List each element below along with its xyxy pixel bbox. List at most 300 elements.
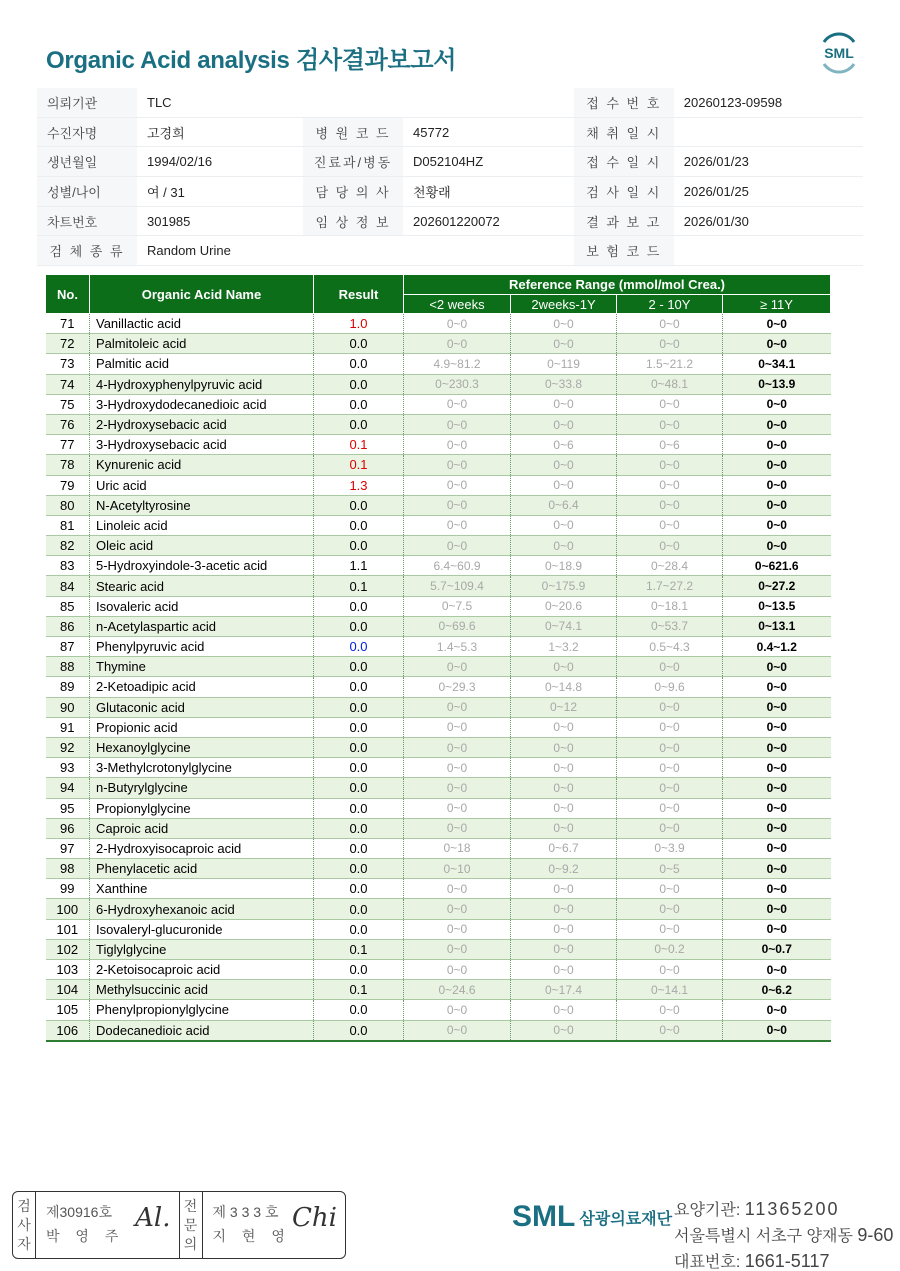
ref-11y-plus: 0~0	[723, 435, 831, 455]
ref-under-2w: 0~0	[404, 455, 511, 475]
ref-2w-1y: 0~0	[511, 536, 617, 556]
row-no: 97	[46, 838, 90, 858]
result-value: 0.0	[314, 596, 404, 616]
ref-under-2w: 0~0	[404, 939, 511, 959]
table-row	[46, 939, 831, 959]
acid-name: 2-Hydroxyisocaproic acid	[90, 838, 314, 858]
ref-2w-1y: 0~0	[511, 960, 617, 980]
row-no: 91	[46, 717, 90, 737]
row-no: 90	[46, 697, 90, 717]
table-row	[46, 374, 831, 394]
acid-name: 2-Hydroxysebacic acid	[90, 414, 314, 434]
ref-2-10y: 0~0	[617, 1020, 723, 1041]
result-value: 0.0	[314, 677, 404, 697]
result-value: 0.0	[314, 536, 404, 556]
result-value: 0.0	[314, 879, 404, 899]
inspector-cell	[36, 1192, 180, 1258]
ref-2w-1y: 0~0	[511, 314, 617, 334]
acid-name: Vanillactic acid	[90, 314, 314, 334]
row-no: 94	[46, 778, 90, 798]
row-no: 101	[46, 919, 90, 939]
acid-name: 3-Methylcrotonylglycine	[90, 758, 314, 778]
ref-2w-1y: 0~0	[511, 1020, 617, 1041]
ref-2-10y: 0~0	[617, 899, 723, 919]
result-value: 0.1	[314, 939, 404, 959]
result-value: 0.1	[314, 455, 404, 475]
table-row	[46, 536, 831, 556]
ref-under-2w: 4.9~81.2	[404, 354, 511, 374]
ref-11y-plus: 0.4~1.2	[723, 637, 831, 657]
acid-name: Isovaleric acid	[90, 596, 314, 616]
ref-under-2w: 0~0	[404, 435, 511, 455]
inspector-license: 제30916호	[46, 1204, 112, 1220]
info-value: 여 / 31	[137, 177, 303, 207]
ref-2-10y: 0~5	[617, 859, 723, 879]
info-value: 천황래	[403, 177, 574, 207]
info-value: 45772	[403, 117, 574, 147]
result-value: 0.0	[314, 1020, 404, 1041]
row-no: 95	[46, 798, 90, 818]
acid-name: Tiglylglycine	[90, 939, 314, 959]
ref-2w-1y: 0~0	[511, 475, 617, 495]
row-no: 82	[46, 536, 90, 556]
ref-11y-plus: 0~621.6	[723, 556, 831, 576]
ref-11y-plus: 0~0	[723, 879, 831, 899]
ref-2w-1y: 0~0	[511, 515, 617, 535]
ref-under-2w: 0~24.6	[404, 980, 511, 1000]
info-label: 병 원 코 드	[303, 117, 403, 147]
ref-2-10y: 0~0	[617, 334, 723, 354]
acid-name: Stearic acid	[90, 576, 314, 596]
ref-under-2w: 0~18	[404, 838, 511, 858]
ref-11y-plus: 0~0	[723, 314, 831, 334]
acid-name: Isovaleryl-glucuronide	[90, 919, 314, 939]
result-value: 0.0	[314, 919, 404, 939]
row-no: 105	[46, 1000, 90, 1020]
row-no: 75	[46, 394, 90, 414]
org-mark: SML	[512, 1200, 576, 1233]
ref-under-2w: 0~0	[404, 899, 511, 919]
ref-2w-1y: 0~6	[511, 435, 617, 455]
row-no: 96	[46, 818, 90, 838]
ref-under-2w: 1.4~5.3	[404, 637, 511, 657]
row-no: 89	[46, 677, 90, 697]
info-label: 결 과 보 고	[574, 206, 674, 236]
acid-name: 3-Hydroxysebacic acid	[90, 435, 314, 455]
info-label: 성별/나이	[37, 177, 137, 207]
ref-2-10y: 0~53.7	[617, 616, 723, 636]
acid-name: 5-Hydroxyindole-3-acetic acid	[90, 556, 314, 576]
ref-2w-1y: 0~74.1	[511, 616, 617, 636]
ref-under-2w: 0~0	[404, 717, 511, 737]
ref-2w-1y: 0~0	[511, 394, 617, 414]
acid-name: N-Acetyltyrosine	[90, 495, 314, 515]
ref-11y-plus: 0~0	[723, 758, 831, 778]
row-no: 81	[46, 515, 90, 535]
ref-2w-1y: 0~0	[511, 414, 617, 434]
row-no: 106	[46, 1020, 90, 1041]
inspector-signature: Al.	[135, 1203, 171, 1233]
ref-2-10y: 0~0	[617, 455, 723, 475]
table-row	[46, 596, 831, 616]
ref-under-2w: 0~0	[404, 314, 511, 334]
ref-2w-1y: 0~0	[511, 455, 617, 475]
result-value: 0.0	[314, 1000, 404, 1020]
acid-name: Dodecanedioic acid	[90, 1020, 314, 1041]
results-table	[45, 274, 831, 1042]
ref-under-2w: 0~0	[404, 1020, 511, 1041]
ref-11y-plus: 0~0	[723, 334, 831, 354]
row-no: 80	[46, 495, 90, 515]
row-no: 86	[46, 616, 90, 636]
ref-2w-1y: 0~175.9	[511, 576, 617, 596]
info-value: Random Urine	[137, 236, 303, 266]
inspector-label: 검 사 자	[13, 1192, 36, 1258]
specialist-signature: Chi	[292, 1203, 337, 1233]
acid-name: n-Butyrylglycine	[90, 778, 314, 798]
acid-name: Palmitic acid	[90, 354, 314, 374]
acid-name: Kynurenic acid	[90, 455, 314, 475]
acid-name: Phenylacetic acid	[90, 859, 314, 879]
row-no: 103	[46, 960, 90, 980]
row-no: 104	[46, 980, 90, 1000]
ref-2w-1y: 1~3.2	[511, 637, 617, 657]
info-label: 접 수 번 호	[574, 88, 674, 117]
row-no: 98	[46, 859, 90, 879]
ref-2w-1y: 0~0	[511, 939, 617, 959]
organization-address	[674, 1197, 893, 1271]
acid-name: Caproic acid	[90, 818, 314, 838]
ref-2w-1y: 0~0	[511, 818, 617, 838]
info-value: 1994/02/16	[137, 147, 303, 177]
ref-under-2w: 0~0	[404, 879, 511, 899]
table-row	[46, 737, 831, 757]
header-age-2-10y: 2 - 10Y	[617, 295, 723, 314]
ref-2w-1y: 0~9.2	[511, 859, 617, 879]
ref-under-2w: 0~69.6	[404, 616, 511, 636]
ref-under-2w: 0~0	[404, 475, 511, 495]
signature-box	[12, 1191, 346, 1259]
sml-logo	[816, 32, 862, 74]
ref-under-2w: 0~7.5	[404, 596, 511, 616]
ref-2-10y: 0~0	[617, 758, 723, 778]
ref-2-10y: 0~0	[617, 818, 723, 838]
row-no: 92	[46, 737, 90, 757]
ref-under-2w: 0~0	[404, 798, 511, 818]
ref-2-10y: 0~0	[617, 717, 723, 737]
org-name: 삼광의료재단	[579, 1210, 673, 1228]
ref-11y-plus: 0~0.7	[723, 939, 831, 959]
ref-11y-plus: 0~0	[723, 737, 831, 757]
info-value: 301985	[137, 206, 303, 236]
page-title: Organic Acid analysis 검사결과보고서	[46, 47, 457, 74]
acid-name: 2-Ketoadipic acid	[90, 677, 314, 697]
ref-11y-plus: 0~0	[723, 455, 831, 475]
info-value: 20260123-09598	[674, 88, 863, 117]
ref-2w-1y: 0~20.6	[511, 596, 617, 616]
info-label: 수진자명	[37, 117, 137, 147]
table-row	[46, 657, 831, 677]
specialist-cell	[203, 1192, 346, 1258]
table-row	[46, 616, 831, 636]
table-row	[46, 394, 831, 414]
acid-name: Oleic acid	[90, 536, 314, 556]
ref-11y-plus: 0~0	[723, 778, 831, 798]
table-row	[46, 717, 831, 737]
ref-11y-plus: 0~0	[723, 394, 831, 414]
row-no: 71	[46, 314, 90, 334]
table-row	[46, 919, 831, 939]
table-row	[46, 1000, 831, 1020]
ref-2w-1y: 0~119	[511, 354, 617, 374]
ref-2-10y: 0~6	[617, 435, 723, 455]
table-row	[46, 455, 831, 475]
ref-11y-plus: 0~6.2	[723, 980, 831, 1000]
table-row	[46, 677, 831, 697]
row-no: 79	[46, 475, 90, 495]
ref-11y-plus: 0~13.9	[723, 374, 831, 394]
table-row	[46, 980, 831, 1000]
result-value: 0.1	[314, 980, 404, 1000]
info-label: 검 사 일 시	[574, 177, 674, 207]
info-label: 담 당 의 사	[303, 177, 403, 207]
ref-under-2w: 0~230.3	[404, 374, 511, 394]
ref-2w-1y: 0~17.4	[511, 980, 617, 1000]
result-value: 0.0	[314, 515, 404, 535]
ref-11y-plus: 0~34.1	[723, 354, 831, 374]
ref-2w-1y: 0~0	[511, 334, 617, 354]
ref-11y-plus: 0~0	[723, 475, 831, 495]
info-row	[37, 117, 863, 147]
ref-2-10y: 0~0	[617, 778, 723, 798]
info-row	[37, 236, 863, 266]
ref-2w-1y: 0~0	[511, 657, 617, 677]
acid-name: 2-Ketoisocaproic acid	[90, 960, 314, 980]
ref-11y-plus: 0~0	[723, 414, 831, 434]
ref-2-10y: 0~0.2	[617, 939, 723, 959]
ref-under-2w: 0~0	[404, 394, 511, 414]
info-label: 보 험 코 드	[574, 236, 674, 266]
table-row	[46, 435, 831, 455]
table-row	[46, 697, 831, 717]
ref-11y-plus: 0~0	[723, 495, 831, 515]
result-value: 0.0	[314, 717, 404, 737]
row-no: 100	[46, 899, 90, 919]
ref-11y-plus: 0~0	[723, 657, 831, 677]
ref-2-10y: 0~0	[617, 879, 723, 899]
ref-under-2w: 6.4~60.9	[404, 556, 511, 576]
table-row	[46, 556, 831, 576]
header-age-11y-plus: ≥ 11Y	[723, 295, 831, 314]
ref-2-10y: 0~0	[617, 919, 723, 939]
table-row	[46, 818, 831, 838]
table-row	[46, 899, 831, 919]
info-label: 차트번호	[37, 206, 137, 236]
table-row	[46, 414, 831, 434]
ref-under-2w: 0~29.3	[404, 677, 511, 697]
ref-2-10y: 0~3.9	[617, 838, 723, 858]
acid-name: Glutaconic acid	[90, 697, 314, 717]
info-value: 2026/01/30	[674, 206, 863, 236]
info-label: 의뢰기관	[37, 88, 137, 117]
acid-name: 3-Hydroxydodecanedioic acid	[90, 394, 314, 414]
ref-2-10y: 0~0	[617, 515, 723, 535]
info-row	[37, 88, 863, 117]
ref-2w-1y: 0~6.4	[511, 495, 617, 515]
ref-2-10y: 1.7~27.2	[617, 576, 723, 596]
ref-11y-plus: 0~0	[723, 536, 831, 556]
ref-under-2w: 0~0	[404, 919, 511, 939]
result-value: 0.0	[314, 354, 404, 374]
ref-11y-plus: 0~0	[723, 818, 831, 838]
acid-name: Propionylglycine	[90, 798, 314, 818]
result-value: 0.0	[314, 414, 404, 434]
ref-2-10y: 0~0	[617, 737, 723, 757]
result-value: 0.0	[314, 859, 404, 879]
ref-under-2w: 0~0	[404, 737, 511, 757]
row-no: 85	[46, 596, 90, 616]
row-no: 102	[46, 939, 90, 959]
organization-logo	[512, 1200, 672, 1234]
ref-under-2w: 0~0	[404, 758, 511, 778]
info-label: 채 취 일 시	[574, 117, 674, 147]
table-row	[46, 838, 831, 858]
info-label	[303, 88, 403, 117]
info-label: 접 수 일 시	[574, 147, 674, 177]
ref-11y-plus: 0~0	[723, 919, 831, 939]
acid-name: Xanthine	[90, 879, 314, 899]
ref-2-10y: 0~0	[617, 394, 723, 414]
ref-11y-plus: 0~0	[723, 798, 831, 818]
table-row	[46, 960, 831, 980]
row-no: 88	[46, 657, 90, 677]
info-row	[37, 177, 863, 207]
result-value: 0.0	[314, 838, 404, 858]
ref-2-10y: 0~9.6	[617, 677, 723, 697]
ref-2-10y: 0~0	[617, 495, 723, 515]
acid-name: Hexanoylglycine	[90, 737, 314, 757]
result-value: 0.0	[314, 818, 404, 838]
care-institution-number: 요양기관: 11365200	[674, 1199, 840, 1219]
info-label: 진료과/병동	[303, 147, 403, 177]
ref-11y-plus: 0~0	[723, 1020, 831, 1041]
ref-under-2w: 0~0	[404, 818, 511, 838]
result-value: 1.3	[314, 475, 404, 495]
result-value: 0.0	[314, 758, 404, 778]
result-value: 0.1	[314, 435, 404, 455]
ref-11y-plus: 0~27.2	[723, 576, 831, 596]
table-row	[46, 334, 831, 354]
table-row	[46, 515, 831, 535]
ref-under-2w: 0~0	[404, 495, 511, 515]
info-value	[403, 236, 574, 266]
acid-name: Thymine	[90, 657, 314, 677]
result-value: 0.0	[314, 394, 404, 414]
ref-2w-1y: 0~14.8	[511, 677, 617, 697]
info-value: 2026/01/25	[674, 177, 863, 207]
result-value: 0.0	[314, 798, 404, 818]
ref-2w-1y: 0~0	[511, 798, 617, 818]
ref-2w-1y: 0~0	[511, 879, 617, 899]
acid-name: Methylsuccinic acid	[90, 980, 314, 1000]
acid-name: Phenylpyruvic acid	[90, 637, 314, 657]
ref-2w-1y: 0~12	[511, 697, 617, 717]
acid-name: Uric acid	[90, 475, 314, 495]
ref-2-10y: 0~28.4	[617, 556, 723, 576]
ref-2w-1y: 0~0	[511, 717, 617, 737]
patient-info-table	[37, 88, 863, 266]
ref-under-2w: 5.7~109.4	[404, 576, 511, 596]
result-value: 0.0	[314, 374, 404, 394]
result-value: 0.0	[314, 778, 404, 798]
row-no: 72	[46, 334, 90, 354]
result-value: 0.0	[314, 495, 404, 515]
acid-name: Linoleic acid	[90, 515, 314, 535]
ref-2-10y: 0~48.1	[617, 374, 723, 394]
table-row	[46, 879, 831, 899]
table-row	[46, 859, 831, 879]
ref-2-10y: 0~0	[617, 314, 723, 334]
ref-2w-1y: 0~0	[511, 737, 617, 757]
result-value: 0.0	[314, 697, 404, 717]
ref-2-10y: 0~0	[617, 697, 723, 717]
ref-11y-plus: 0~0	[723, 677, 831, 697]
info-value: 2026/01/23	[674, 147, 863, 177]
row-no: 74	[46, 374, 90, 394]
phone-number: 대표번호: 1661-5117	[674, 1251, 830, 1271]
table-row	[46, 314, 831, 334]
result-value: 0.1	[314, 576, 404, 596]
ref-under-2w: 0~0	[404, 960, 511, 980]
table-row	[46, 637, 831, 657]
header-result: Result	[314, 275, 404, 314]
result-value: 0.0	[314, 657, 404, 677]
ref-2-10y: 0~14.1	[617, 980, 723, 1000]
info-row	[37, 206, 863, 236]
ref-2w-1y: 0~6.7	[511, 838, 617, 858]
table-row	[46, 354, 831, 374]
result-value: 0.0	[314, 899, 404, 919]
ref-11y-plus: 0~0	[723, 838, 831, 858]
header-age-under-2w: <2 weeks	[404, 295, 511, 314]
row-no: 78	[46, 455, 90, 475]
row-no: 99	[46, 879, 90, 899]
ref-2-10y: 0~0	[617, 475, 723, 495]
table-row	[46, 758, 831, 778]
row-no: 77	[46, 435, 90, 455]
info-value	[403, 88, 574, 117]
address: 서울특별시 서초구 양재동 9-60	[674, 1225, 894, 1245]
ref-2-10y: 0~0	[617, 1000, 723, 1020]
header-name: Organic Acid Name	[90, 275, 314, 314]
ref-2-10y: 0~0	[617, 536, 723, 556]
logo-text: SML	[824, 45, 854, 61]
row-no: 73	[46, 354, 90, 374]
info-label: 생년월일	[37, 147, 137, 177]
ref-under-2w: 0~0	[404, 697, 511, 717]
ref-2-10y: 0.5~4.3	[617, 637, 723, 657]
ref-2-10y: 0~0	[617, 414, 723, 434]
ref-11y-plus: 0~0	[723, 515, 831, 535]
ref-under-2w: 0~0	[404, 515, 511, 535]
row-no: 87	[46, 637, 90, 657]
result-value: 0.0	[314, 334, 404, 354]
info-value: 고경희	[137, 117, 303, 147]
row-no: 84	[46, 576, 90, 596]
acid-name: Phenylpropionylglycine	[90, 1000, 314, 1020]
info-value: D052104HZ	[403, 147, 574, 177]
ref-2w-1y: 0~33.8	[511, 374, 617, 394]
